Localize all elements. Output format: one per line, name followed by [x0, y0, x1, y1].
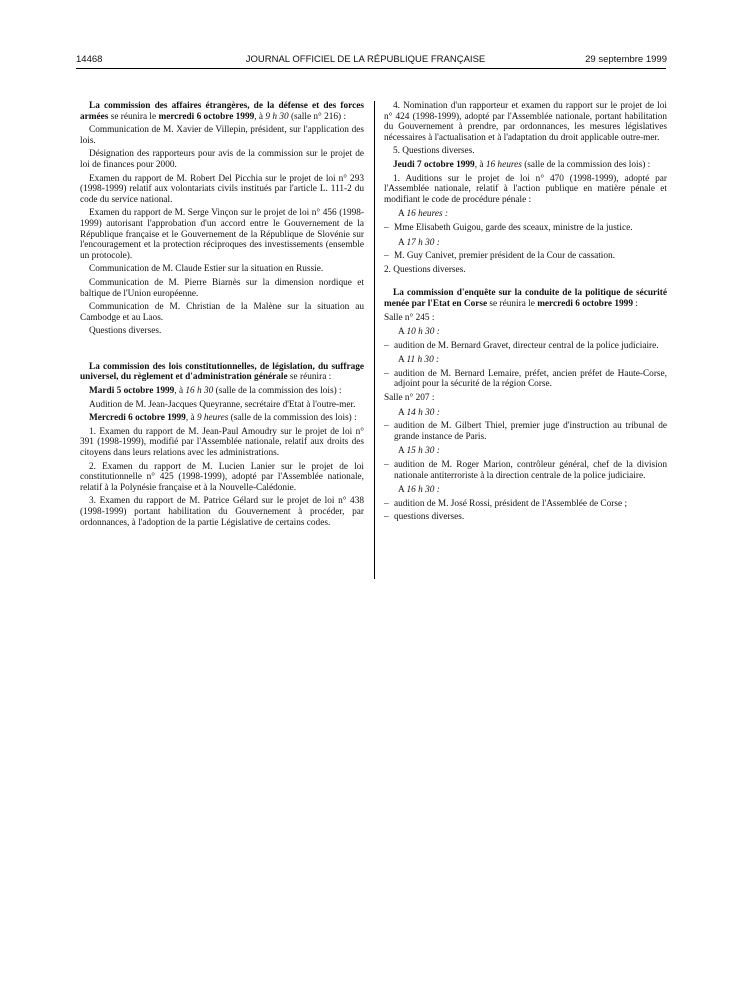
- room-label: Salle n° 207 :: [384, 393, 435, 404]
- mardi-session: Mardi 5 octobre 1999, à 16 h 30 (salle de la commission des lois) :: [89, 386, 342, 397]
- journal-title: JOURNAL OFFICIEL DE LA RÉPUBLIQUE FRANÇAISE: [245, 54, 486, 65]
- column-divider: [374, 101, 375, 579]
- agenda-item: Audition de M. Jean-Jacques Queyranne, secrétaire d'Etat à l'outre-mer.: [89, 399, 356, 410]
- audition-item: – audition de M. Bernard Lemaire, préfet, ancien préfet de Haute-Corse, adjoint pour la sécurité de la région Corse.: [384, 369, 667, 390]
- agenda-item: 3. Examen du rapport de M. Patrice Gélard sur le projet de loi n° 438 (1998-1999) portant habilitation du Gouvernement à procéder, par ordonnances, à l'adoption de la partie Législative de certains codes.: [80, 496, 364, 528]
- jeudi-session: Jeudi 7 octobre 1999, à 16 heures (salle de la commission des lois) :: [393, 159, 651, 170]
- header-rule: [76, 68, 666, 69]
- agenda-item: 4. Nomination d'un rapporteur et examen du rapport sur le projet de loi n° 424 (1998-1999), adopté par l'Assemblée nationale, portant habilitation du Gouvernement à prendre, par ordonnances, les mesures législatives nécessaires à l'actualisation et à l'adaptation du droit applicable outre-mer.: [384, 101, 667, 143]
- agenda-item: Questions diverses.: [89, 326, 162, 337]
- left-column: [80, 101, 364, 531]
- time-slot: A 10 h 30 :: [398, 327, 440, 338]
- audition-item: – audition de M. José Rossi, président de l'Assemblée de Corse ;: [384, 499, 667, 510]
- audition-item: – audition de M. Bernard Gravet, directeur central de la police judiciaire.: [384, 341, 667, 352]
- section-gap: [80, 340, 364, 362]
- audition-item: – audition de M. Gilbert Thiel, premier juge d'instruction au tribunal de grande instance de Paris.: [384, 421, 667, 442]
- agenda-item: 1. Examen du rapport de M. Jean-Paul Amoudry sur le projet de loi n° 391 (1998-1999), modifié par l'Assemblée nationale, relatif aux droits des citoyens dans leurs relations avec les administrations.: [80, 426, 364, 459]
- agenda-item: Communication de M. Pierre Biarnès sur la dimension nordique et baltique de l'Union européenne.: [80, 277, 364, 299]
- time-slot: A 17 h 30 :: [398, 237, 440, 248]
- issue-date: 29 septembre 1999: [585, 54, 667, 65]
- audition-item: – Mme Elisabeth Guigou, garde des sceaux, ministre de la justice.: [384, 223, 667, 234]
- agenda-item: Désignation des rapporteurs pour avis de la commission sur le projet de loi de finances pour 2000.: [80, 149, 364, 170]
- time-slot: A 16 heures :: [398, 209, 449, 220]
- page-number: 14468: [76, 54, 103, 65]
- agenda-item: 2. Questions diverses.: [384, 264, 466, 275]
- lois-heading: La commission des lois constitutionnelles, de législation, du suffrage universel, du règlement et d'administration générale se réunira :: [80, 361, 364, 383]
- agenda-item: 2. Examen du rapport de M. Lucien Lanier sur le projet de loi constitutionnelle n° 425 (1998-1999), adopté par l'Assemblée nationale, relatif à la Polynésie française et à la Nouvelle-Calédonie.: [80, 461, 364, 493]
- agenda-item: 5. Questions diverses.: [393, 146, 475, 157]
- time-slot: A 11 h 30 :: [398, 355, 440, 366]
- etrangeres-heading: La commission des affaires étrangères, de la défense et des forces armées se réunira le mercredi 6 octobre 1999, à 9 h 30 (salle n° 216) :: [80, 101, 364, 122]
- time-slot: A 16 h 30 :: [398, 485, 440, 496]
- time-slot: A 14 h 30 :: [398, 407, 440, 418]
- agenda-item: Examen du rapport de M. Robert Del Picchia sur le projet de loi n° 293 (1998-1999) relatif aux volontariats civils institués par l'article L. 111-2 du code du service national.: [80, 173, 364, 205]
- corse-heading: La commission d'enquête sur la conduite de la politique de sécurité menée par l'Etat en Corse se réunira le mercredi 6 octobre 1999 :: [384, 288, 667, 309]
- audition-item: – audition de M. Roger Marion, contrôleur général, chef de la division nationale antiterroriste à la direction centrale de la police judiciaire.: [384, 460, 667, 481]
- mercredi-session: Mercredi 6 octobre 1999, à 9 heures (salle de la commission des lois) :: [89, 413, 357, 424]
- time-slot: A 15 h 30 :: [398, 446, 440, 457]
- section-gap: [384, 278, 667, 288]
- agenda-item: Examen du rapport de M. Serge Vinçon sur le projet de loi n° 456 (1998-1999) autorisant l'approbation d'un accord entre le Gouvernement de la République française et le Gouvernement de la République de Slovénie sur l'encouragement et la protection réciproques des investissements (ensemble un protocole).: [80, 208, 364, 261]
- agenda-item: Communication de M. Christian de la Malène sur la situation au Cambodge et au Laos.: [80, 302, 364, 323]
- agenda-item: 1. Auditions sur le projet de loi n° 470 (1998-1999), adopté par l'Assemblée nationale, relatif à l'action publique en matière pénale et modifiant le code de procédure pénale :: [384, 173, 667, 205]
- agenda-item: Communication de M. Claude Estier sur la situation en Russie.: [89, 264, 324, 275]
- audition-item: – questions diverses.: [384, 512, 667, 523]
- room-label: Salle n° 245 :: [384, 312, 435, 323]
- audition-item: – M. Guy Canivet, premier président de la Cour de cassation.: [384, 251, 667, 262]
- agenda-item: Communication de M. Xavier de Villepin, président, sur l'application des lois.: [80, 125, 364, 146]
- right-column: [384, 101, 667, 526]
